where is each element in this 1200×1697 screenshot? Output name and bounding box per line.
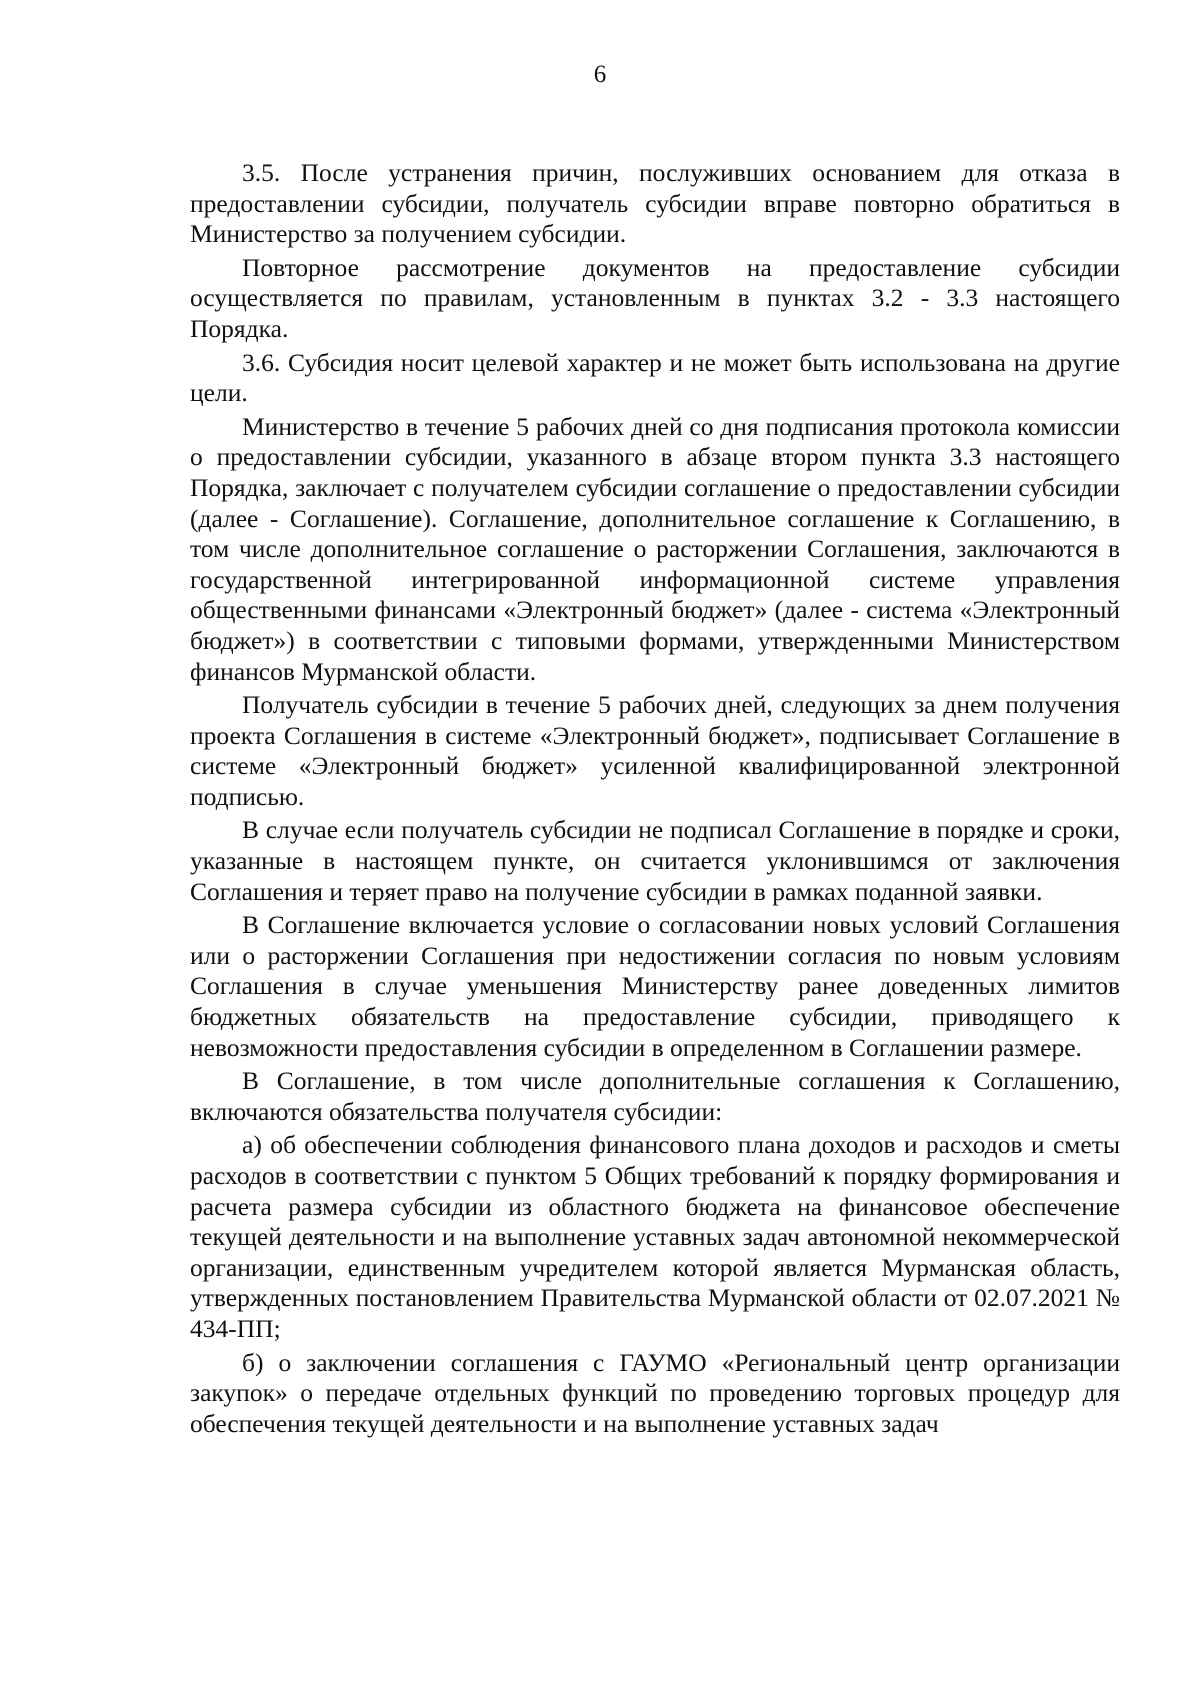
paragraph-new-conditions: В Соглашение включается условие о согласовании новых условий Соглашения или о расторжении Соглашения при недостижении согласия по новым условиям Соглашения в случае уменьшения Министерству ранее доведенных лимитов бюджетных обязательств на предоставление субсидии, приводящего к невозможности предоставления субсидии в определенном в Соглашении размере.	[190, 910, 1120, 1062]
paragraph-recipient-signing: Получатель субсидии в течение 5 рабочих дней, следующих за днем получения проекта Соглашения в системе «Электронный бюджет», подписывает Соглашение в системе «Электронный бюджет» усиленной квалифицированной электронной подписью.	[190, 690, 1120, 811]
paragraph-unsigned-agreement: В случае если получатель субсидии не подписал Соглашение в порядке и сроки, указанные в настоящем пункте, он считается уклонившимся от заключения Соглашения и теряет право на получение субсидии в рамках поданной заявки.	[190, 815, 1120, 906]
page-number: 6	[593, 61, 607, 88]
document-body	[190, 158, 1120, 1442]
paragraph-repeat-review: Повторное рассмотрение документов на предоставление субсидии осуществляется по правилам, установленным в пунктах 3.2 - 3.3 настоящего Порядка.	[190, 252, 1120, 343]
paragraph-3-6: 3.6. Субсидия носит целевой характер и не может быть использована на другие цели.	[190, 347, 1120, 408]
paragraph-agreement-conclusion: Министерство в течение 5 рабочих дней со дня подписания протокола комиссии о предоставлении субсидии, указанного в абзаце втором пункта 3.3 настоящего Порядка, заключает с получателем субсидии соглашение о предоставлении субсидии (далее - Соглашение). Соглашение, дополнительное соглашение к Соглашению, в том числе дополнительное соглашение о расторжении Соглашения, заключаются в государственной интегрированной информационной системе управления общественными финансами «Электронный бюджет» (далее - система «Электронный бюджет») в соответствии с типовыми формами, утвержденными Министерством финансов Мурманской области.	[190, 411, 1120, 686]
paragraph-obligations-intro: В Соглашение, в том числе дополнительные соглашения к Соглашению, включаются обязательства получателя субсидии:	[190, 1066, 1120, 1126]
paragraph-3-5: 3.5. После устранения причин, послуживших основанием для отказа в предоставлении субсидии, получатель субсидии вправе повторно обратиться в Министерство за получением субсидии.	[190, 158, 1120, 249]
paragraph-obligation-a: а) об обеспечении соблюдения финансового плана доходов и расходов и сметы расходов в соответствии с пунктом 5 Общих требований к порядку формирования и расчета размера субсидии из областного бюджета на финансовое обеспечение текущей деятельности и на выполнение уставных задач автономной некоммерческой организации, единственным учредителем которой является Мурманская область, утвержденных постановлением Правительства Мурманской области от 02.07.2021 № 434-ПП;	[190, 1130, 1120, 1343]
paragraph-obligation-b: б) о заключении соглашения с ГАУМО «Региональный центр организации закупок» о передаче отдельных функций по проведению торговых процедур для обеспечения текущей деятельности и на выполнение уставных задач	[190, 1347, 1120, 1438]
